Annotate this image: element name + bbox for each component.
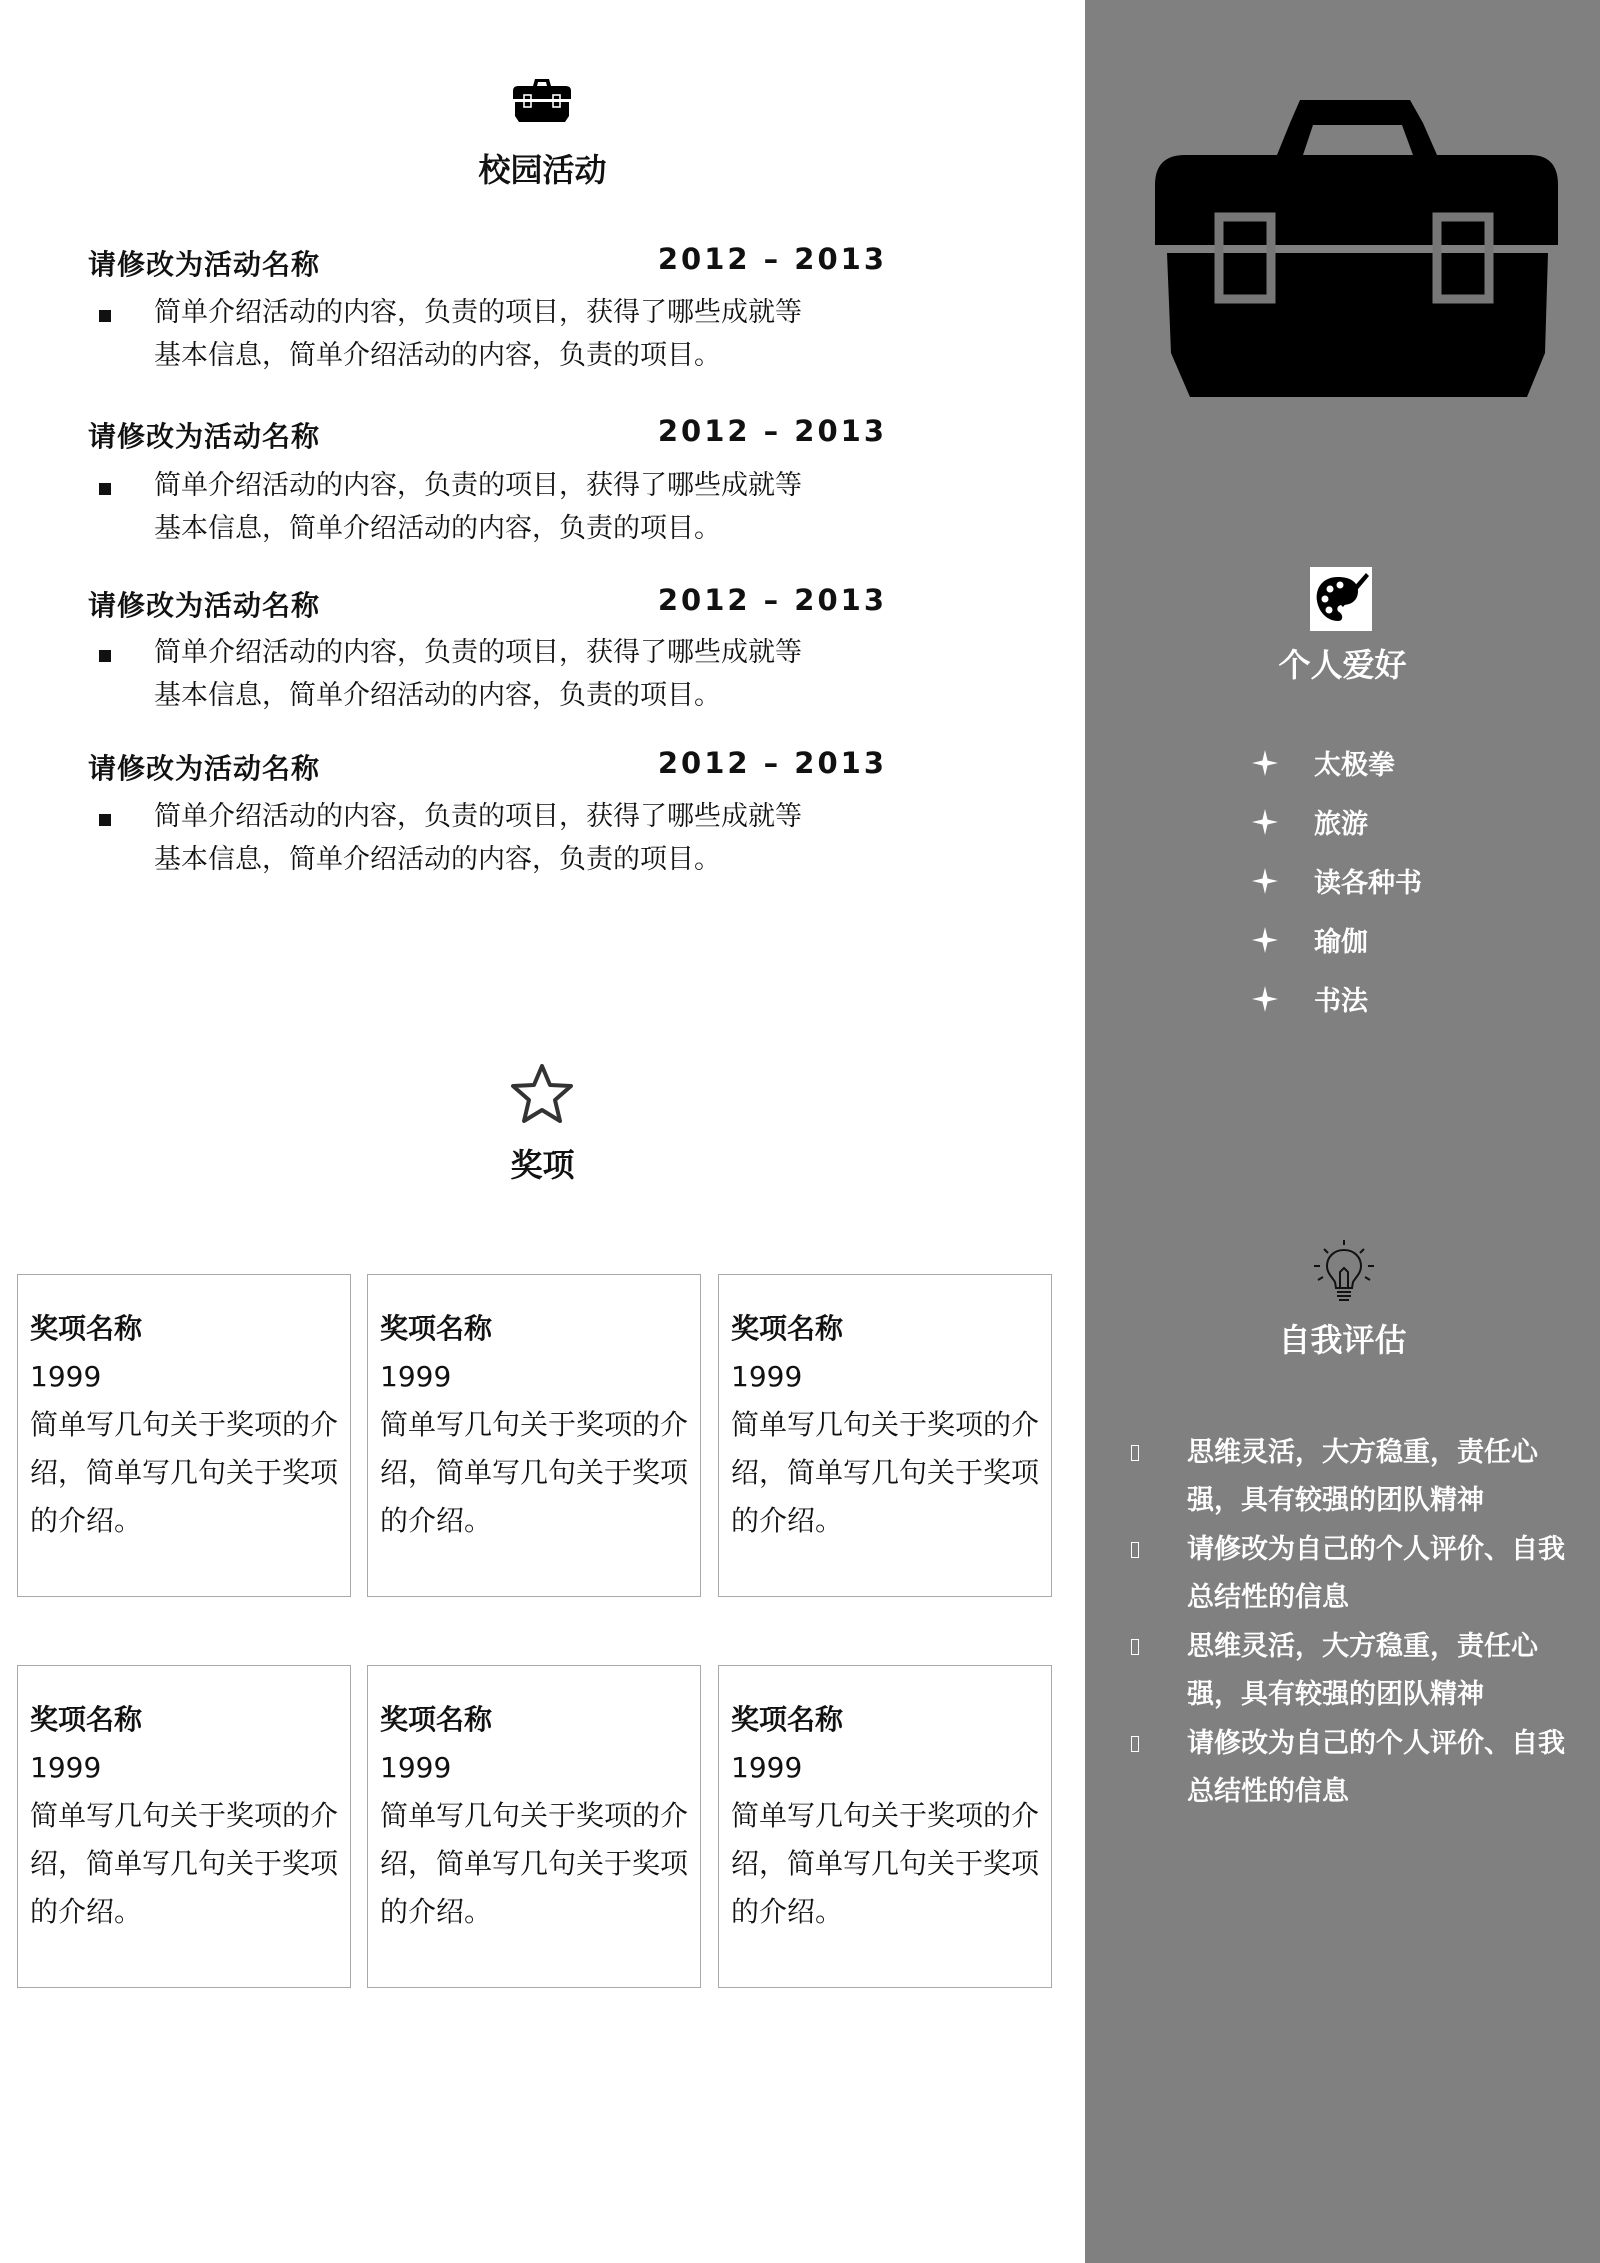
activity-desc-line: 基本信息，简单介绍活动的内容，负责的项目。 [154, 513, 721, 544]
award-card [17, 1665, 351, 1988]
awards-title: 奖项 [510, 1146, 575, 1184]
activity-name: 请修改为活动名称 [88, 589, 321, 622]
activity-name: 请修改为活动名称 [88, 752, 321, 785]
award-desc: 简单写几句关于奖项的介绍，简单写几句关于奖项的介绍。 [30, 1799, 339, 1928]
activity-date: 2012 – 2013 [657, 242, 887, 276]
award-year: 1999 [30, 1360, 102, 1393]
toolbox-icon [513, 76, 571, 122]
checkbox-icon [1131, 1736, 1139, 1752]
activity-name: 请修改为活动名称 [88, 248, 321, 281]
award-name: 奖项名称 [380, 1703, 493, 1736]
award-name: 奖项名称 [30, 1312, 143, 1345]
activity-desc-line: 基本信息，简单介绍活动的内容，负责的项目。 [154, 680, 721, 711]
checkbox-icon [1131, 1542, 1139, 1558]
award-name: 奖项名称 [731, 1703, 844, 1736]
hobby-label: 读各种书 [1314, 868, 1422, 899]
lightbulb-icon [1312, 1240, 1376, 1306]
award-year: 1999 [380, 1751, 452, 1784]
bullet-icon [99, 483, 111, 495]
evaluation-text: 请修改为自己的个人评价、自我总结性的信息 [1187, 1534, 1565, 1613]
activity-desc [154, 795, 914, 881]
activity-desc [154, 464, 914, 550]
star-outline-icon [510, 1063, 574, 1125]
award-card [367, 1274, 701, 1597]
hobby-label: 旅游 [1314, 809, 1368, 840]
hobby-item [1252, 979, 1368, 1018]
activity-desc-line: 基本信息，简单介绍活动的内容，负责的项目。 [154, 844, 721, 875]
bullet-icon [99, 310, 111, 322]
activity-desc [154, 291, 914, 377]
award-desc: 简单写几句关于奖项的介绍，简单写几句关于奖项的介绍。 [380, 1799, 689, 1928]
award-card [17, 1274, 351, 1597]
checkbox-icon [1131, 1445, 1139, 1461]
evaluation-item [1128, 1429, 1568, 1525]
activity-name: 请修改为活动名称 [88, 420, 321, 453]
award-desc: 简单写几句关于奖项的介绍，简单写几句关于奖项的介绍。 [30, 1408, 339, 1537]
activity-desc-line: 基本信息，简单介绍活动的内容，负责的项目。 [154, 340, 721, 371]
award-year: 1999 [30, 1751, 102, 1784]
award-card [367, 1665, 701, 1988]
award-year: 1999 [731, 1751, 803, 1784]
palette-icon [1310, 567, 1372, 631]
award-year: 1999 [731, 1360, 803, 1393]
activity-date: 2012 – 2013 [657, 414, 887, 448]
four-point-star-icon [1252, 809, 1278, 835]
hobbies-title: 个人爱好 [1278, 646, 1407, 684]
activity-date: 2012 – 2013 [657, 583, 887, 617]
evaluation-title: 自我评估 [1278, 1321, 1407, 1359]
hobby-label: 瑜伽 [1314, 927, 1368, 958]
four-point-star-icon [1252, 868, 1278, 894]
hobby-item [1252, 920, 1368, 959]
award-desc: 简单写几句关于奖项的介绍，简单写几句关于奖项的介绍。 [731, 1408, 1040, 1537]
hobby-item [1252, 802, 1368, 841]
hobby-label: 太极拳 [1314, 750, 1395, 781]
hobby-item [1252, 743, 1395, 782]
bullet-icon [99, 650, 111, 662]
evaluation-item [1128, 1526, 1568, 1622]
award-card [718, 1274, 1052, 1597]
four-point-star-icon [1252, 927, 1278, 953]
award-name: 奖项名称 [731, 1312, 844, 1345]
evaluation-item [1128, 1623, 1568, 1719]
hobby-item [1252, 861, 1422, 900]
award-name: 奖项名称 [30, 1703, 143, 1736]
four-point-star-icon [1252, 750, 1278, 776]
award-card [718, 1665, 1052, 1988]
evaluation-text: 请修改为自己的个人评价、自我总结性的信息 [1187, 1728, 1565, 1807]
activity-desc-line: 简单介绍活动的内容，负责的项目，获得了哪些成就等 [154, 637, 802, 668]
activity-desc [154, 631, 914, 717]
bullet-icon [99, 814, 111, 826]
award-desc: 简单写几句关于奖项的介绍，简单写几句关于奖项的介绍。 [731, 1799, 1040, 1928]
evaluation-item [1128, 1720, 1568, 1816]
evaluation-text: 思维灵活，大方稳重，责任心强，具有较强的团队精神 [1187, 1631, 1538, 1710]
activities-title: 校园活动 [478, 151, 607, 189]
evaluation-text: 思维灵活，大方稳重，责任心强，具有较强的团队精神 [1187, 1437, 1538, 1516]
checkbox-icon [1131, 1639, 1139, 1655]
activity-desc-line: 简单介绍活动的内容，负责的项目，获得了哪些成就等 [154, 297, 802, 328]
toolbox-icon [1155, 95, 1560, 405]
award-name: 奖项名称 [380, 1312, 493, 1345]
four-point-star-icon [1252, 986, 1278, 1012]
hobby-label: 书法 [1314, 986, 1368, 1017]
award-desc: 简单写几句关于奖项的介绍，简单写几句关于奖项的介绍。 [380, 1408, 689, 1537]
activity-desc-line: 简单介绍活动的内容，负责的项目，获得了哪些成就等 [154, 801, 802, 832]
activity-desc-line: 简单介绍活动的内容，负责的项目，获得了哪些成就等 [154, 470, 802, 501]
activity-date: 2012 – 2013 [657, 746, 887, 780]
award-year: 1999 [380, 1360, 452, 1393]
